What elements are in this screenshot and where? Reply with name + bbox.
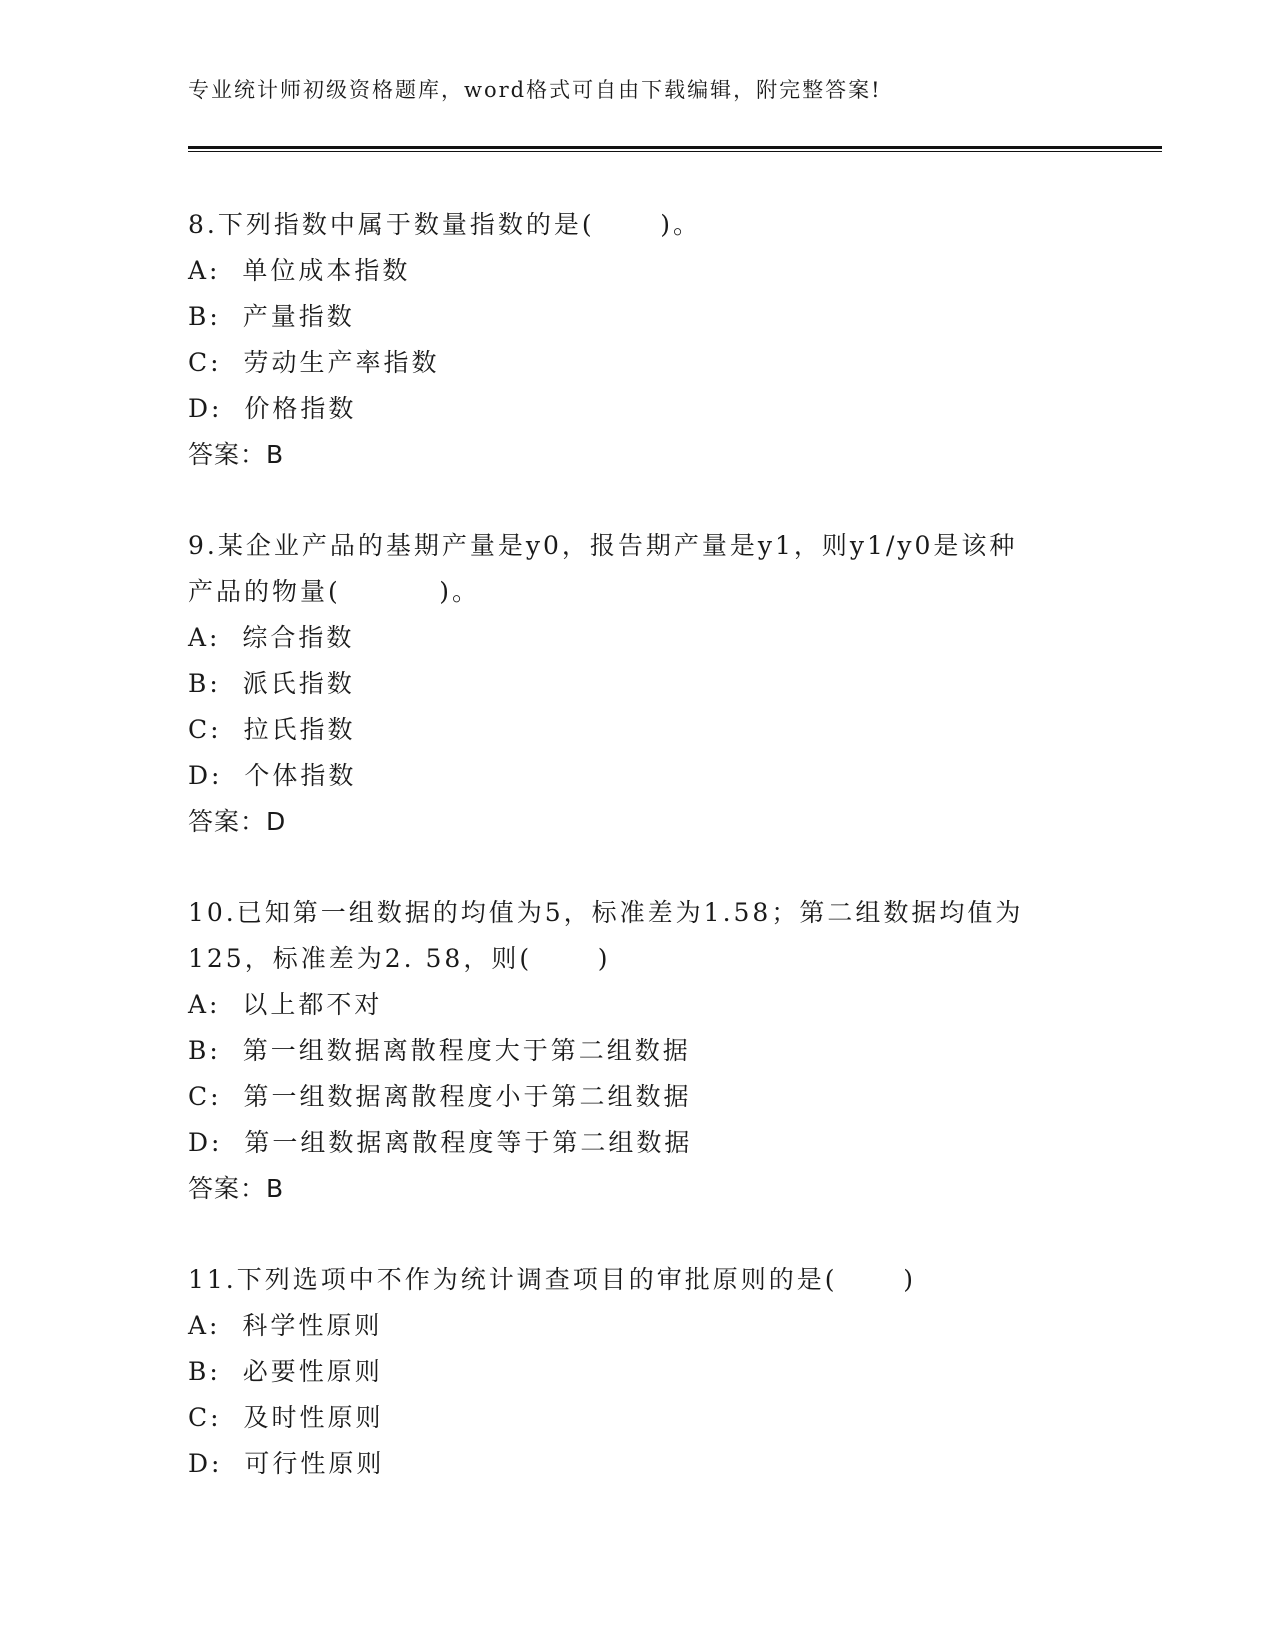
option-a: A: 科学性原则 (188, 1311, 383, 1340)
question-stem-continued: 产品的物量( )。 (188, 577, 481, 606)
question-stem-continued: 125，标准差为2. 58，则( ) (188, 944, 611, 973)
option-c: C: 拉氏指数 (188, 715, 356, 744)
option-a: A: 单位成本指数 (188, 256, 411, 285)
question-stem: 11.下列选项中不作为统计调查项目的审批原则的是( ) (188, 1265, 916, 1294)
question-list (188, 202, 1088, 1532)
question-stem: 9.某企业产品的基期产量是y0，报告期产量是y1，则y1/y0是该种 (188, 531, 1018, 560)
answer: 答案：B (188, 440, 285, 469)
option-c: C: 劳动生产率指数 (188, 348, 440, 377)
option-b: B: 派氏指数 (188, 669, 355, 698)
option-c: C: 第一组数据离散程度小于第二组数据 (188, 1082, 692, 1111)
question-9 (188, 523, 1088, 845)
question-10 (188, 890, 1088, 1212)
header-double-rule (188, 146, 1162, 152)
answer: 答案：B (188, 1174, 285, 1203)
option-b: B: 产量指数 (188, 302, 355, 331)
option-d: D: 可行性原则 (188, 1449, 385, 1478)
option-c: C: 及时性原则 (188, 1403, 384, 1432)
option-d: D: 价格指数 (188, 394, 357, 423)
question-stem: 10.已知第一组数据的均值为5，标准差为1.58；第二组数据均值为 (188, 898, 1024, 927)
question-11 (188, 1257, 1088, 1487)
answer: 答案：D (188, 807, 287, 836)
question-8 (188, 202, 1088, 478)
option-a: A: 综合指数 (188, 623, 355, 652)
option-a: A: 以上都不对 (188, 990, 383, 1019)
option-d: D: 第一组数据离散程度等于第二组数据 (188, 1128, 693, 1157)
option-b: B: 必要性原则 (188, 1357, 383, 1386)
page-header: 专业统计师初级资格题库，word格式可自由下载编辑，附完整答案! (188, 78, 882, 102)
option-d: D: 个体指数 (188, 761, 357, 790)
option-b: B: 第一组数据离散程度大于第二组数据 (188, 1036, 691, 1065)
question-stem: 8.下列指数中属于数量指数的是( )。 (188, 210, 702, 239)
